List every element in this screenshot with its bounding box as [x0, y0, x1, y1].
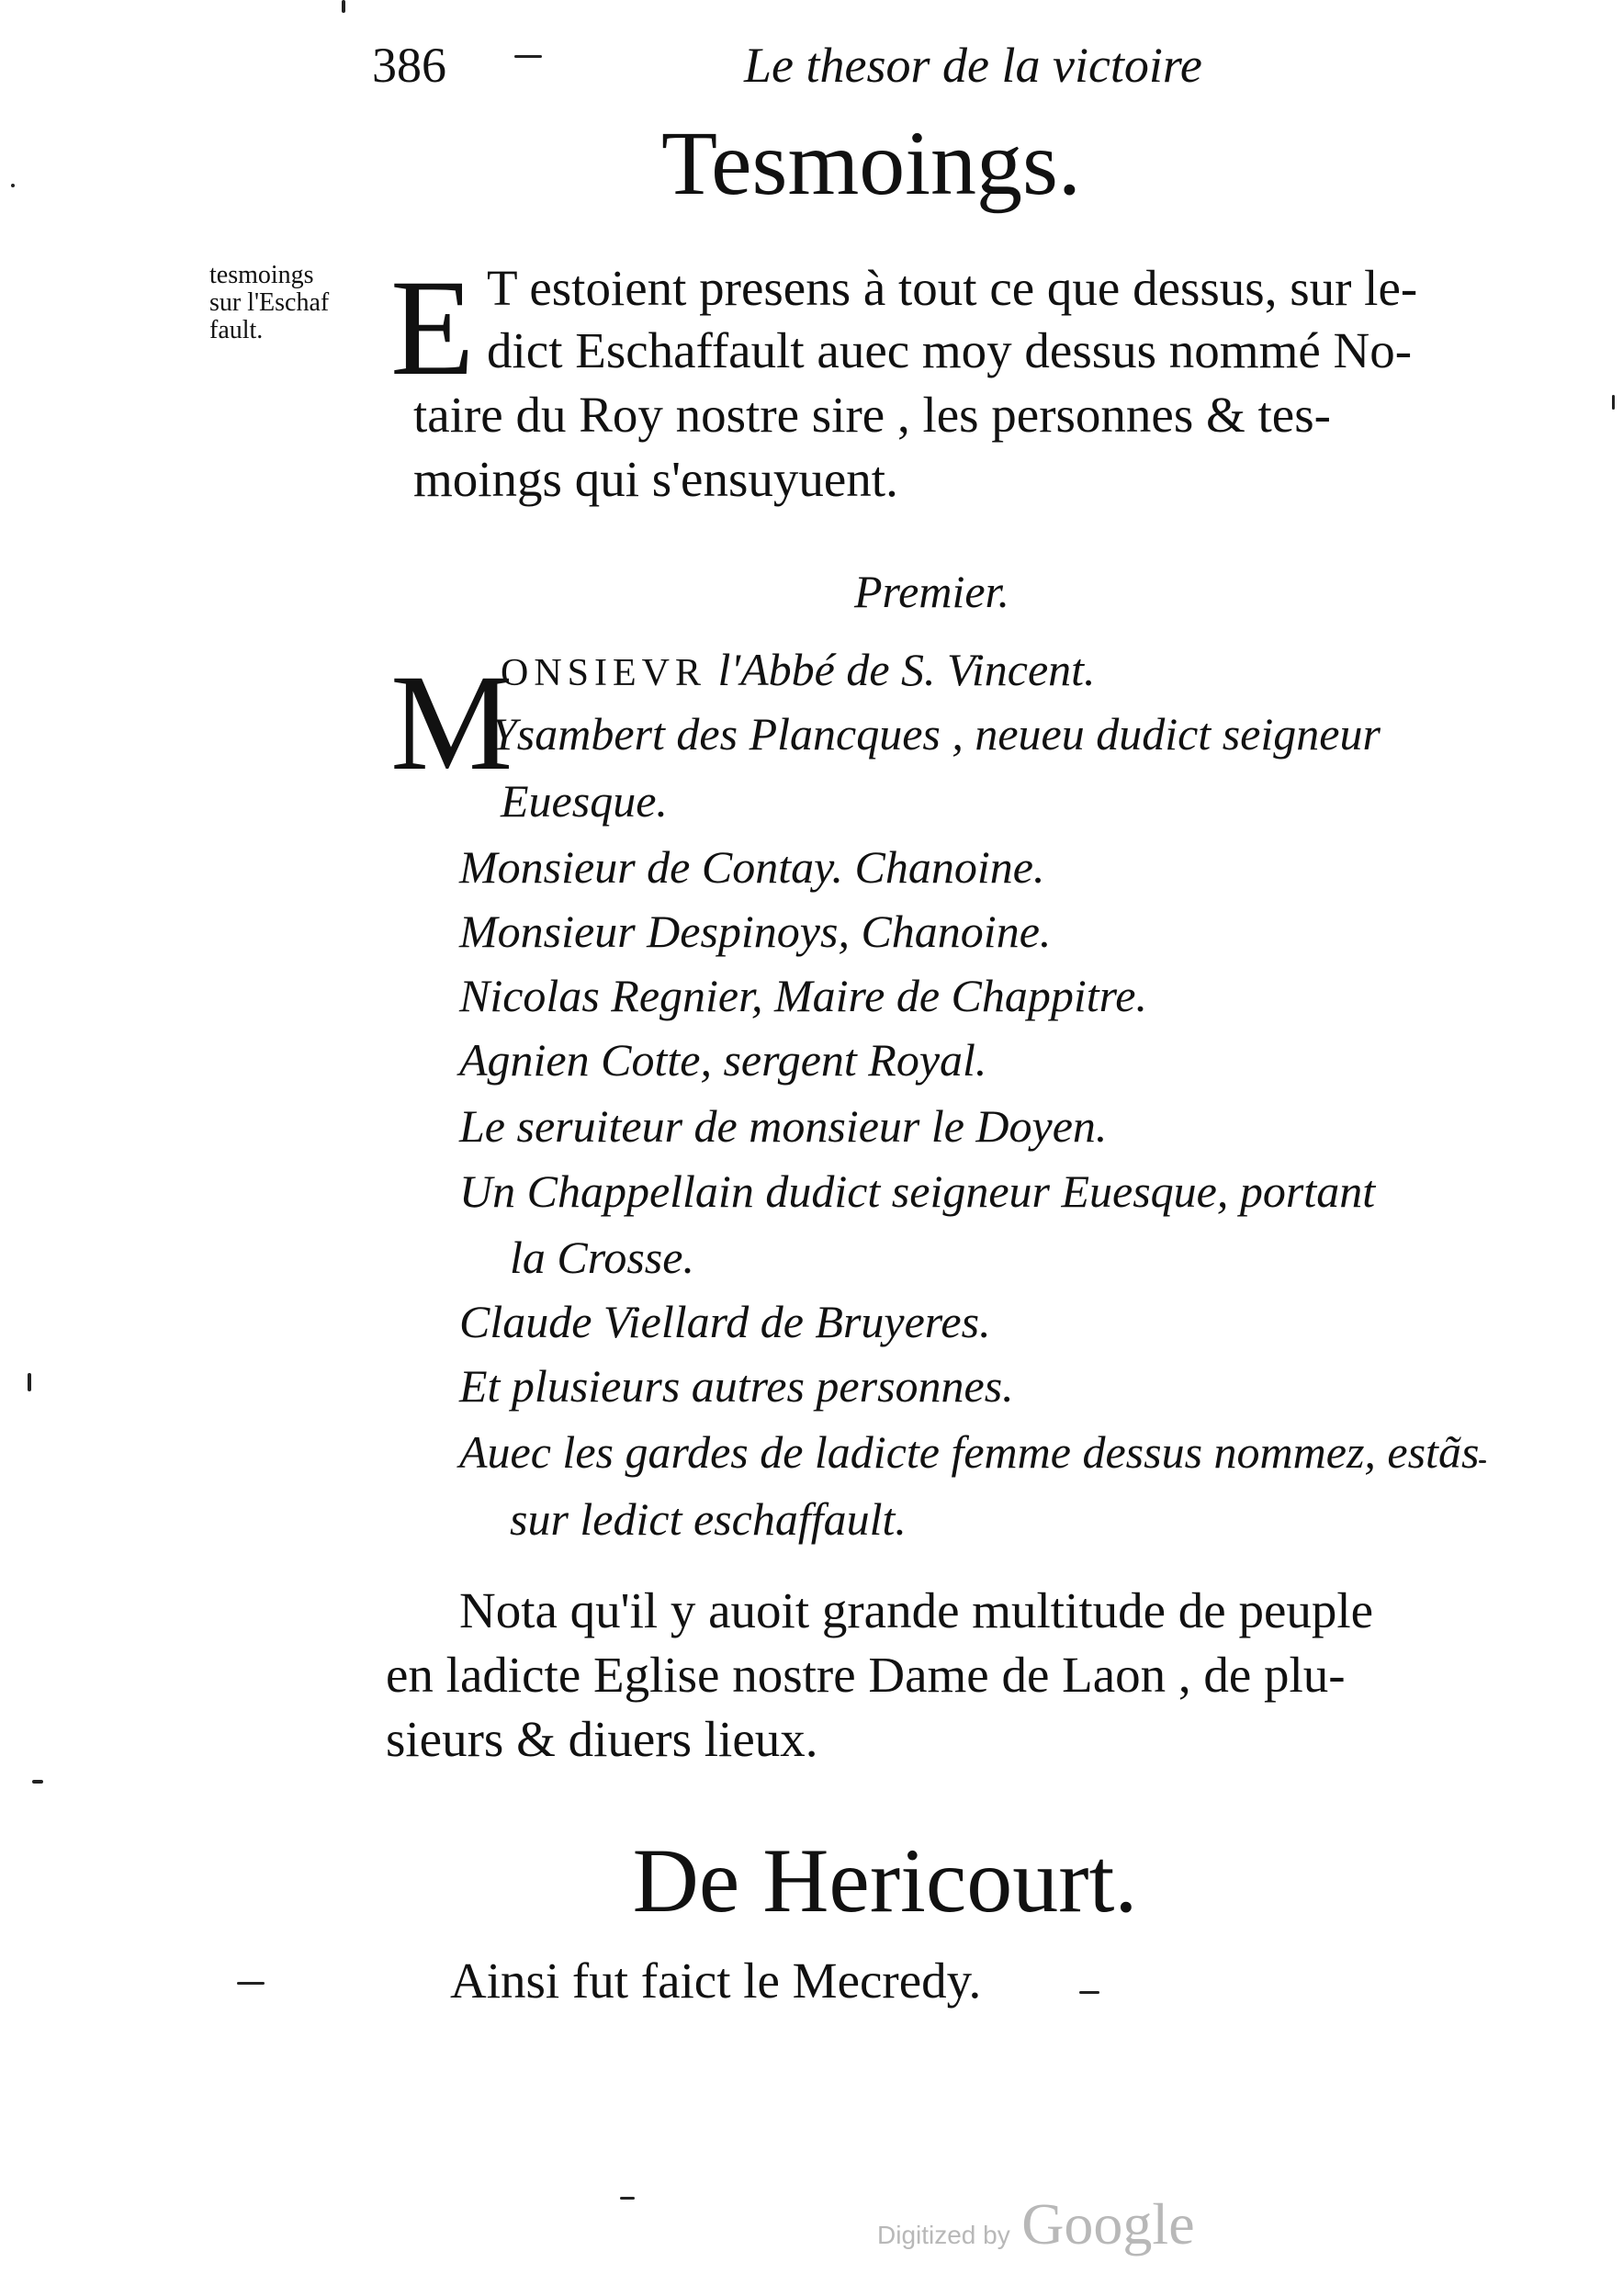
watermark-brand: Google — [1021, 2191, 1195, 2257]
witness-line — [501, 643, 1096, 696]
margin-note-line: sur l'Eschaf — [209, 288, 330, 317]
witness-line: Euesque. — [501, 775, 668, 827]
nota-line: sieurs & diuers lieux. — [386, 1711, 818, 1767]
intro-line: T estoient presens à tout ce que dessus, sur le- — [487, 260, 1418, 316]
section-title-tesmoings: Tesmoings. — [661, 112, 1081, 214]
nota-line: Nota qu'il y auoit grande multitude de peuple — [459, 1582, 1374, 1638]
margin-note-line: tesmoings — [209, 261, 314, 289]
running-title: Le thesor de la victoire — [744, 38, 1202, 93]
intro-line: moings qui s'ensuyuent. — [413, 451, 898, 507]
margin-note — [209, 262, 393, 344]
scan-speck — [514, 55, 542, 58]
witness-line: sur ledict eschaffault. — [510, 1493, 907, 1545]
witness-line: Ysambert des Plancques , neueu dudict seigneur — [491, 708, 1381, 760]
page-number: 386 — [372, 38, 446, 93]
subheading-premier: Premier. — [854, 566, 1009, 617]
witness-line: Nicolas Regnier, Maire de Chappitre. — [459, 970, 1147, 1021]
witness-line: Et plusieurs autres personnes. — [459, 1360, 1014, 1412]
nota-line: en ladicte Eglise nostre Dame de Laon , de plu- — [386, 1647, 1346, 1703]
scan-speck — [28, 1373, 31, 1391]
scan-speck — [11, 184, 15, 187]
witness-line: Un Chappellain dudict seigneur Euesque, portant — [459, 1165, 1376, 1217]
closing-line: Ainsi fut faict le Mecredy. — [450, 1953, 982, 2009]
witness-line: Le seruiteur de monsieur le Doyen. — [459, 1100, 1108, 1152]
witness-line: Monsieur Despinoys, Chanoine. — [459, 906, 1052, 957]
witness-line: Monsieur de Contay. Chanoine. — [459, 841, 1045, 893]
witness-first-rest: l'Abbé de S. Vincent. — [717, 644, 1096, 695]
drop-cap-e: E — [390, 252, 475, 404]
witness-line: Claude Viellard de Bruyeres. — [459, 1296, 991, 1347]
witness-line: la Crosse. — [510, 1232, 694, 1283]
margin-note-line: fault. — [209, 316, 264, 344]
scan-speck — [1479, 1460, 1486, 1463]
witness-line: Auec les gardes de ladicte femme dessus nommez, estãs — [459, 1426, 1480, 1478]
digitized-watermark — [877, 2190, 1195, 2258]
intro-line: dict Eschaffault auec moy dessus nommé No- — [487, 322, 1413, 378]
drop-cap-m: M — [390, 647, 513, 799]
scan-speck — [237, 1982, 265, 1985]
scan-speck — [1079, 1991, 1099, 1994]
watermark-prefix: Digitized by — [877, 2221, 1010, 2249]
witness-smallcaps: ONSIEVR — [501, 652, 707, 694]
scan-speck — [342, 0, 345, 13]
witness-line: Agnien Cotte, sergent Royal. — [459, 1034, 987, 1086]
scan-speck — [32, 1780, 43, 1784]
scan-speck — [620, 2197, 635, 2200]
intro-line: taire du Roy nostre sire , les personnes & tes- — [413, 387, 1331, 443]
scan-speck — [1612, 395, 1615, 410]
section-title-de-hericourt: De Hericourt. — [632, 1829, 1138, 1931]
